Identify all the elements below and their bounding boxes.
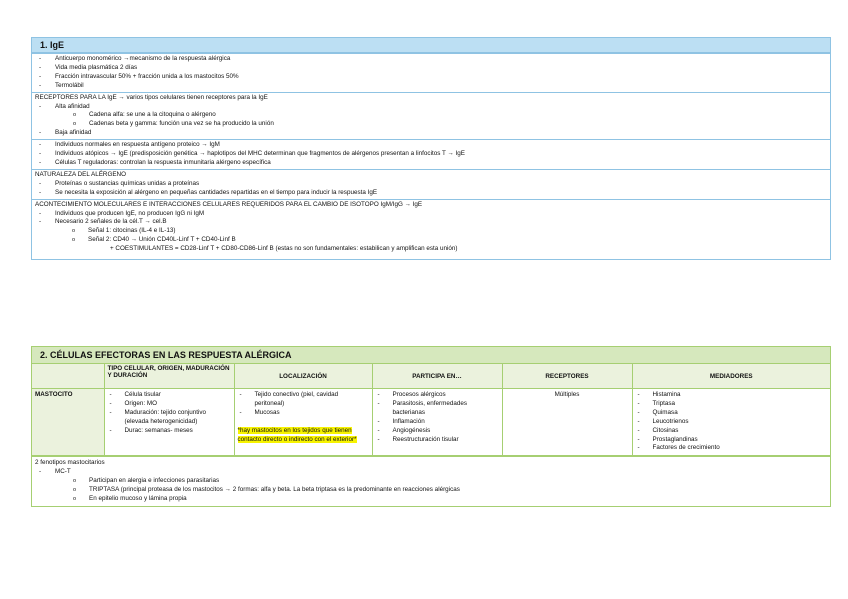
- individuals-section: [32, 139, 830, 169]
- sub-list-item: o Participan en alergia e infecciones parasitarias: [35, 477, 827, 486]
- effector-cells-table: [31, 346, 831, 507]
- mediadores-cell: [632, 389, 830, 456]
- list-item: - Quimasa: [636, 409, 828, 418]
- list-item: - Factores de crecimiento: [636, 444, 828, 453]
- list-item: - Se necesita la exposición al alérgeno en pequeñas cantidades repartidas en el tiempo para inducir la respuesta IgE: [35, 189, 830, 198]
- list-item: - Leucotrienos: [636, 418, 828, 427]
- sub-list-item: o Señal 2: CD40 → Unión CD40L-Linf T + CD40-Linf B: [35, 236, 830, 245]
- list-item: - Anticuerpo monomérico →mecanismo de la respuesta alérgica: [35, 55, 830, 64]
- header-tipo: TIPO CELULAR, ORIGEN, MADURACIÓN Y DURACIÓN: [104, 364, 234, 389]
- row-label-mastocito: MASTOCITO: [32, 389, 104, 456]
- list-item: - Individuos atópicos → IgE (predisposición genética → haplotipos del MHC determinan que fragmentos de alérgenos presentan a linfocitos T → IgE: [35, 150, 830, 159]
- section-heading: RECEPTORES PARA LA IgE → varios tipos celulares tienen receptores para la IgE: [35, 93, 268, 101]
- costimulants-note: + COESTIMULANTES = CD28-Linf T + CD80-CD86-Linf B (estas no son fundamentales: estabilican y amplifican esta unión): [110, 245, 458, 253]
- corner-cell: [32, 364, 104, 389]
- header-mediadores: MEDIADORES: [632, 364, 830, 389]
- list-item: - Inflamación: [376, 418, 499, 427]
- phenotypes-section: [32, 456, 830, 506]
- list-item: - Individuos que producen IgE, no producen IgG ni IgM: [35, 210, 830, 219]
- list-item: - Origen: MO: [108, 400, 231, 409]
- receptores-cell: Múltiples: [502, 389, 632, 456]
- list-item: - Mucosas: [238, 409, 369, 418]
- section-heading: 2 fenotipos mastocitarios: [35, 459, 105, 467]
- ige-title: 1. IgE: [32, 38, 830, 53]
- list-item: - Fracción intravascular 50% + fracción unida a los mastocitos 50%: [35, 73, 830, 82]
- list-item: - Célula tisular: [108, 391, 231, 400]
- header-receptores: RECEPTORES: [502, 364, 632, 389]
- list-item: - Parasitosis, enfermedades bacterianas: [376, 400, 499, 418]
- ige-properties-section: [32, 53, 830, 92]
- list-item: - Baja afinidad: [35, 129, 830, 138]
- table-row: [32, 389, 830, 456]
- list-item: - Vida media plasmática 2 días: [35, 64, 830, 73]
- list-item: - Triptasa: [636, 400, 828, 409]
- list-item: - Necesario 2 señales de la cél.T → cel.B: [35, 218, 830, 227]
- list-item: - Angiogénesis: [376, 427, 499, 436]
- tipo-cell: [104, 389, 234, 456]
- list-item: - Citosinas: [636, 427, 828, 436]
- effector-cells-title: 2. CÉLULAS EFECTORAS EN LAS RESPUESTA ALÉRGICA: [32, 347, 830, 364]
- header-participa: PARTICIPA EN…: [372, 364, 502, 389]
- list-item: - Proteínas o sustancias químicas unidas a proteínas: [35, 180, 830, 189]
- header-localizacion: LOCALIZACIÓN: [234, 364, 372, 389]
- highlighted-note: *hay mastocitos en los tejidos que tienen contacto directo o indirecto con el exterior*: [237, 426, 357, 443]
- list-item: - Histamina: [636, 391, 828, 400]
- receptors-section: [32, 92, 830, 140]
- list-item: - Durac: semanas- meses: [108, 427, 231, 436]
- sub-list-item: o Señal 1: citocinas (IL-4 e IL-13): [35, 227, 830, 236]
- list-item: - Células T reguladoras: controlan la respuesta inmunitaria alérgeno específica: [35, 159, 830, 168]
- sub-list-item: o Cadena alfa: se une a la citoquina o alérgeno: [35, 111, 830, 120]
- section-heading: NATURALEZA DEL ALÉRGENO: [35, 170, 126, 178]
- list-item: - MC-T: [35, 468, 827, 477]
- participa-cell: [372, 389, 502, 456]
- isotype-switch-section: [32, 199, 830, 259]
- list-item: - Individuos normales en respuesta antígeno proteico → IgM: [35, 141, 830, 150]
- section-heading: ACONTECIMIENTO MOLECULARES E INTERACCIONES CELULARES REQUERIDOS PARA EL CAMBIO DE ISOTOPO IgM/IgG → IgE: [35, 200, 423, 208]
- sub-list-item: o Cadenas beta y gamma: función una vez se ha producido la unión: [35, 120, 830, 129]
- list-item: - Procesos alérgicos: [376, 391, 499, 400]
- list-item: - Prostaglandinas: [636, 436, 828, 445]
- ige-table: [31, 37, 831, 260]
- list-item: - Reestructuración tisular: [376, 436, 499, 445]
- allergen-section: [32, 169, 830, 199]
- list-item: - Maduración: tejido conjuntivo (elevada heterogenicidad): [108, 409, 231, 427]
- list-item: - Tejido conectivo (piel, cavidad peritoneal): [238, 391, 369, 409]
- localizacion-cell: [234, 389, 372, 456]
- sub-list-item: o En epitelio mucoso y lámina propia: [35, 495, 827, 504]
- list-item: - Alta afinidad: [35, 103, 830, 112]
- sub-list-item: o TRIPTASA (principal proteasa de los mastocitos → 2 formas: alfa y beta. La beta triptasa es la predominante en reacciones alérgicas: [35, 486, 827, 495]
- list-item: - Termolábil: [35, 82, 830, 91]
